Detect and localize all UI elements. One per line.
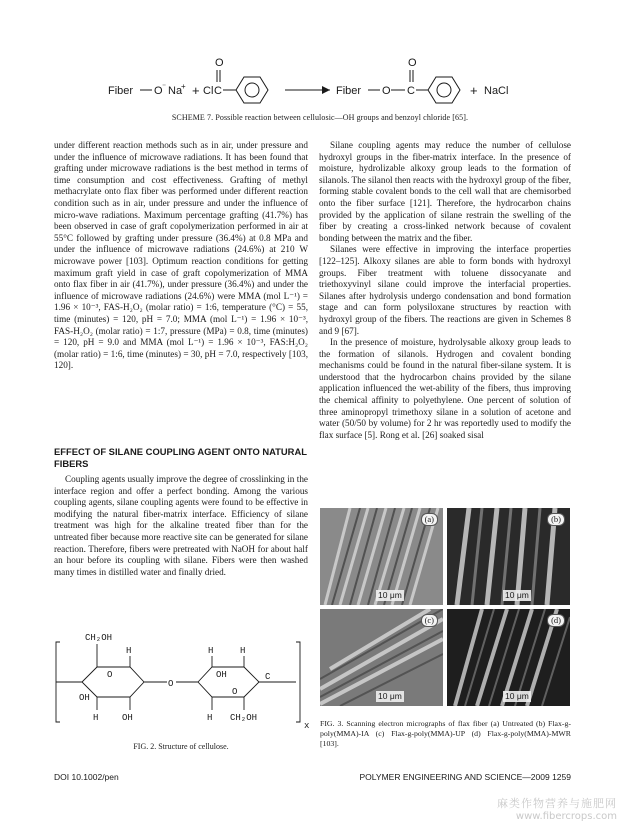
ring2-h-top: H bbox=[208, 646, 214, 656]
right-column bbox=[319, 140, 571, 441]
sem-panel-a bbox=[320, 508, 443, 605]
svg-text:+: + bbox=[181, 82, 186, 91]
fig3-caption: FIG. 3. Scanning electron micrographs of flax fiber (a) Untreated (b) Flax-g-poly(MMA)-IA (c) Flax-g-poly(MMA)-UP (d) Flax-g-poly(MMA)-MWR [103]. bbox=[320, 719, 571, 749]
left-paragraph-2: Coupling agents usually improve the degree of crosslinking in the interface region and offer a perfect bonding. Among the various coupling agents, silane coupling agents were found to be effective in modifying the natural fiber-matrix interface. Efficiency of silane treatment was high for the alkaline treated fiber than for the untreated fiber because more reactive site can be generated for silane reaction. Therefore, fibers were pretreated with NaOH for about half an hour before its coupling with silane. Fibers were then washed many times in distilled water and finally dried. bbox=[54, 474, 308, 577]
scheme-plus-2: + bbox=[470, 83, 478, 98]
repeat-index: x bbox=[304, 721, 310, 731]
sem-label-a: (a) bbox=[421, 513, 438, 526]
scheme-nacl: NaCl bbox=[484, 85, 509, 97]
footer-journal-page: POLYMER ENGINEERING AND SCIENCE—2009 1259 bbox=[359, 772, 571, 782]
watermark-url: www.fibercrops.com bbox=[515, 811, 617, 822]
scheme-right-fiber: Fiber bbox=[336, 85, 362, 97]
scheme-right-carbon: C bbox=[407, 85, 415, 97]
glycosidic-oxygen: O bbox=[168, 679, 174, 689]
ring2-c: C bbox=[265, 672, 271, 682]
left-column-bottom bbox=[54, 474, 308, 578]
watermark bbox=[497, 795, 617, 822]
sem-label-d: (d) bbox=[547, 614, 565, 627]
ring1-h-bottom: H bbox=[93, 713, 99, 723]
right-paragraph-1: Silane coupling agents may reduce the number of cellulose hydroxyl groups in the fiber-matrix interface. In the presence of moisture, hydrolizable alkoxy group leads to the formation of silanols. The silanol then reacts with the hydroxyl group of the fiber, forming stable covalent bonds to the cell wall that are chemisorbed onto the fiber surface [121]. Therefore, the hydrocarbon chains provided by the application of silane restrain the swelling of the fiber by creating a cross-linked network because of covalent bonding between the matrix and the fiber. bbox=[319, 140, 571, 243]
ring2-oh-top: OH bbox=[216, 670, 227, 680]
scheme-reagent-cl: Cl bbox=[203, 85, 214, 97]
sem-scale-b: 10 μm bbox=[505, 590, 529, 600]
scheme-reagent-c: C bbox=[214, 85, 222, 97]
ring2-h-top-right: H bbox=[240, 646, 246, 656]
sem-scale-c: 10 μm bbox=[378, 691, 402, 701]
scheme-right-carbonyl-o: O bbox=[408, 57, 417, 69]
watermark-chinese: 麻类作物营养与施肥网 bbox=[497, 797, 617, 810]
ring2-oxygen: O bbox=[232, 687, 238, 697]
scheme-left-fiber: Fiber bbox=[108, 85, 134, 97]
left-column-top bbox=[54, 140, 308, 372]
ring1-ch2oh: CH₂OH bbox=[85, 633, 113, 643]
right-paragraph-2: Silanes were effective in improving the interface properties [122–125]. Alkoxy silanes are able to form bonds with hydroxyl groups. Fiber treatment with toluene dissocyanate and triethoxyvinyl silane could improve the interfacial properties. Silanes after hydrolysis undergo condensation and bond formation stage and can form polysiloxane structures by reaction with hydroxyl group of the fibers. The reactions are given in Schemes 8 and 9 [67]. bbox=[319, 244, 571, 336]
ring1-h-top: H bbox=[126, 646, 132, 656]
scheme-reagent-o: O bbox=[215, 57, 224, 69]
ring2-ch2oh: CH₂OH bbox=[230, 713, 258, 723]
sem-panel-c bbox=[320, 609, 443, 706]
scheme-left-sodium: Na bbox=[168, 85, 183, 97]
right-paragraph-3: In the presence of moisture, hydrolysable alkoxy group leads to the formation of silanols. Hydrogen and covalent bonding mechanisms could be found in the natural fiber-silane system. It is understood that the hydrocarbon chains provided by the silane application influenced the wet-ability of the fibers, thus improving the chemical affinity to polyethylene. One percent of solution of three aminopropyl trimethoxy silane in a solution of acetone and water (50/50 by volume) for 2 hr was reportedly used to modify the flax surface [5]. Rong et al. [26] soaked sisal bbox=[319, 337, 571, 440]
sem-micrograph-grid bbox=[320, 508, 570, 706]
sem-scale-a: 10 μm bbox=[378, 590, 402, 600]
scheme-7-caption: SCHEME 7. Possible reaction between cellulosic—OH groups and benzoyl chloride [65]. bbox=[171, 113, 469, 122]
sem-panel-b bbox=[447, 508, 570, 605]
section-heading-silane: EFFECT OF SILANE COUPLING AGENT ONTO NATURAL FIBERS bbox=[54, 446, 307, 469]
ring1-oh-left: OH bbox=[79, 693, 90, 703]
scheme-7-diagram bbox=[0, 55, 623, 115]
sem-scale-d: 10 μm bbox=[505, 691, 529, 701]
left-paragraph-1: under different reaction methods such as in air, under pressure and under the influence of microwave radiations. It has been found that grafting under microwave radiations is the best method in terms of time consumption and cost effectiveness. Grafting of methyl methacrylate onto flax fiber was performed under different reaction condition such as in air, under pressure and under the influence of micro-wave radiations. Maximum percentage grafting (41.7%) has been observed in case of graft copolymerization performed in air at 55°C followed by grafting under pressure (36.4%) at 0.8 MPa and under the influence of microwave radiations (24.6%) at 210 W microwave power [103]. Optimum reaction conditions for getting maximum graft yield in case of graft copolymerization of MMA onto flax fiber in air (41.7%), under pressure (36.4%) and under the influence of microwave radiations (24.6%) were MMA (mol L⁻¹) = 1.96 × 10⁻³, FAS-H₂O₂ (molar ratio) = 1:6, temperature (°C) = 55, time (minutes) = 120, pH = 7.0; MMA (mol L⁻¹) = 1.96 × 10⁻³, FAS-H₂O₂ (molar ratio) = 1:7, pressure (MPa) = 0.8, time (minutes) = 120, pH = 9.0 and MMA (mol L⁻¹) = 1.96 × 10⁻³, FAS:H₂O₂ (molar ratio) = 1:6, time (minutes) = 30, pH = 7.0, respectively [103, 120]. bbox=[54, 140, 308, 371]
sem-panel-d bbox=[447, 609, 570, 706]
fig2-caption: FIG. 2. Structure of cellulose. bbox=[133, 742, 229, 751]
scheme-right-oxygen: O bbox=[382, 85, 391, 97]
cellulose-structure-diagram bbox=[52, 620, 312, 735]
footer-doi: DOI 10.1002/pen bbox=[54, 772, 119, 782]
sem-label-c: (c) bbox=[421, 614, 438, 627]
ring1-oxygen: O bbox=[107, 670, 113, 680]
sem-label-b: (b) bbox=[547, 513, 565, 526]
svg-text:⁻: ⁻ bbox=[162, 82, 167, 91]
ring1-oh: OH bbox=[122, 713, 133, 723]
ring2-h-bottom: H bbox=[207, 713, 213, 723]
scheme-plus-1: + bbox=[192, 83, 200, 98]
scheme-left-oxygen: O bbox=[154, 85, 163, 97]
